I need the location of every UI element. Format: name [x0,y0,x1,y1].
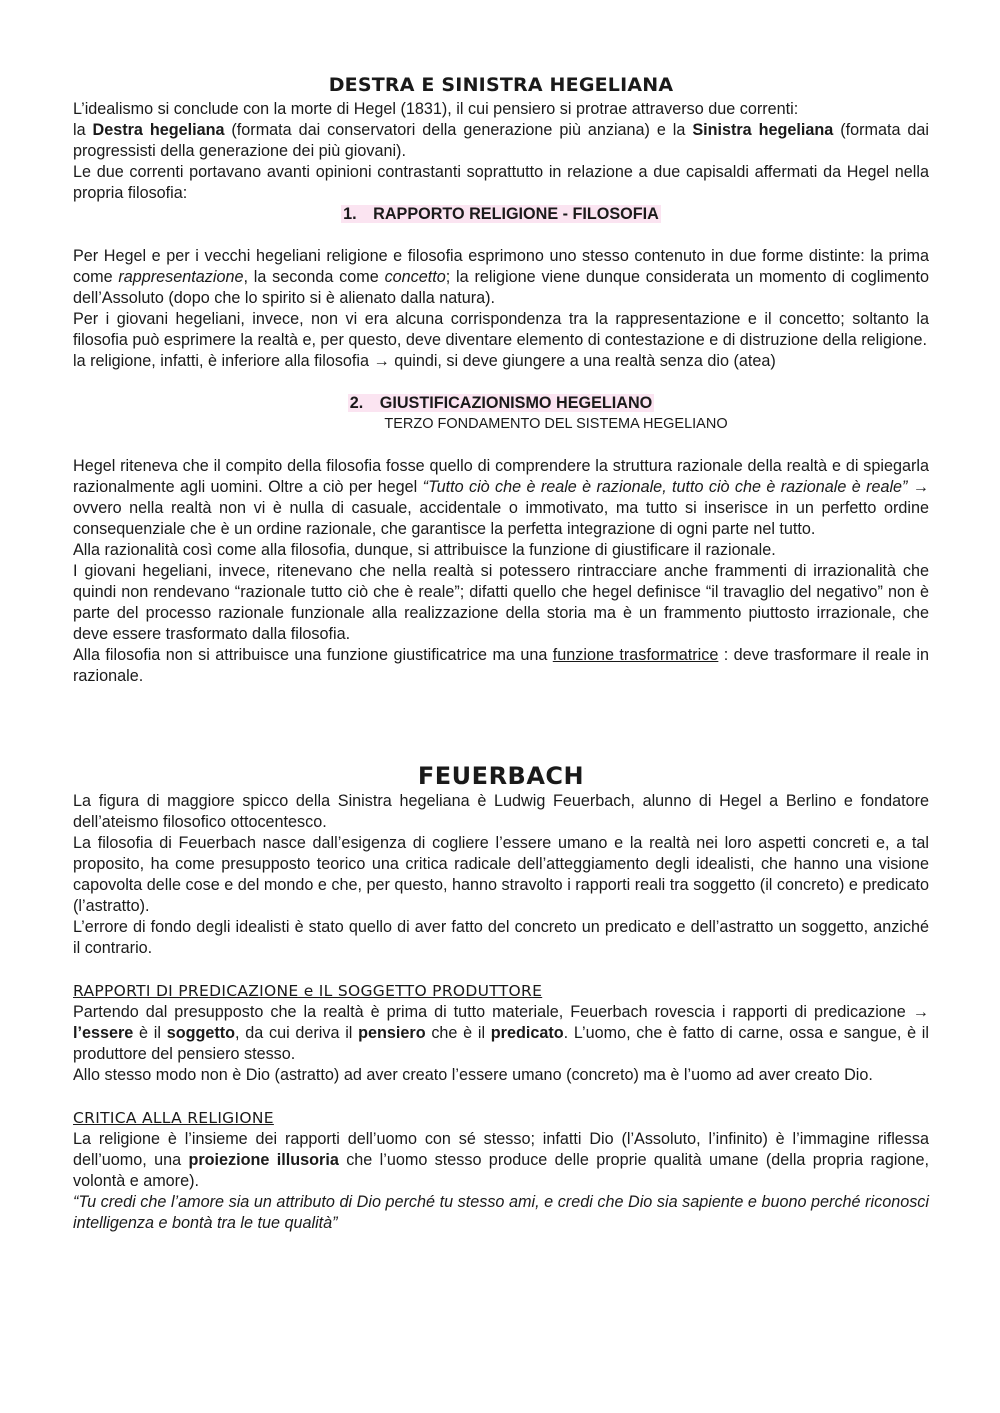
intro-paragraph-1: L’idealismo si conclude con la morte di Hegel (1831), il cui pensiero si protrae attraverso due correnti: [73,100,799,118]
feuerbach-paragraph-1: La figura di maggiore spicco della Sinistra hegeliana è Ludwig Feuerbach, alunno di Hegel a Berlino e fondatore dell’ateismo filosofico ottocentesco. [73,792,929,831]
term-destra-hegeliana: Destra hegeliana [92,121,225,139]
underlined-funzione-trasformatrice: funzione trasformatrice [552,646,719,664]
point2-paragraph-1: Hegel riteneva che il compito della filosofia fosse quello di comprendere la struttura razionale della realtà e di spiegarla razionalmente agli uomini. Oltre a ciò per hegel “Tutto ciò che è reale è razionale, tutto ciò che è razionale è reale” → ovvero nella realtà non vi è nulla di casuale, accidentale o immotivato, ma tutto si inserisce in un perfetto ordine consequenziale che è un ordine razionale, che garantisce la perfetta integrazione di ogni parte nel tutto. [73,457,929,538]
point1-paragraph-1: Per Hegel e per i vecchi hegeliani religione e filosofia esprimono uno stesso contenuto in due forme distinte: la prima come rappresentazione, la seconda come concetto; la religione viene dunque considerata un momento di coglimento dell’Assoluto (dopo che lo spirito si è alienato dalla natura). [73,247,929,307]
intro-paragraph-3: Le due correnti portavano avanti opinioni contrastanti soprattutto in relazione a due capisaldi affermati da Hegel nella propria filosofia: [73,163,929,202]
feuerbach-paragraph-3: L’errore di fondo degli idealisti è stato quello di aver fatto del concreto un predicato e dell’astratto un soggetto, anziché il contrario. [73,918,929,957]
point1-paragraph-2: Per i giovani hegeliani, invece, non vi era alcuna corrispondenza tra la rappresentazione e il concetto; soltanto la filosofia può esprimere la realtà e, per questo, deve diventare elemento di contestazione e di distruzione della religione. [73,310,929,349]
point1-paragraph-3: la religione, infatti, è inferiore alla filosofia → quindi, si deve giungere a una realtà senza dio (atea) [73,352,776,370]
heading-giustificazionismo: 2. GIUSTIFICAZIONISMO HEGELIANO [349,394,653,412]
document-page [73,72,929,1234]
heading-rapporto-religione-filosofia: 1. RAPPORTO RELIGIONE - FILOSOFIA [343,205,659,223]
intro-paragraph-2: la Destra hegeliana (formata dai conservatori della generazione più anziana) e la Sinistra hegeliana (formata dai progressisti della generazione dei più giovani). [73,121,929,160]
caption-terzo-fondamento: TERZO FONDAMENTO DEL SISTEMA HEGELIANO [384,416,728,432]
subheading-critica-religione: CRITICA ALLA RELIGIONE [73,1109,274,1127]
title-feuerbach: FEUERBACH [417,762,585,790]
term-sinistra-hegeliana: Sinistra hegeliana [692,121,834,139]
subheading-rapporti-predicazione: RAPPORTI DI PREDICAZIONE e IL SOGGETTO PRODUTTORE [73,982,543,1000]
title-destra-sinistra: DESTRA E SINISTRA HEGELIANA [328,74,674,96]
predicazione-paragraph-1: Partendo dal presupposto che la realtà è prima di tutto materiale, Feuerbach rovescia i rapporti di predicazione → l’essere è il soggetto, da cui deriva il pensiero che è il predicato. L’uomo, che è fatto di carne, ossa e sangue, è il produttore del pensiero stesso. [73,1003,929,1063]
religione-quote: “Tu credi che l’amore sia un attributo di Dio perché tu stesso ami, e credi che Dio sia sapiente e buono perché riconosci intelligenza e bontà tra le tue qualità” [73,1193,929,1232]
point2-paragraph-2: Alla razionalità così come alla filosofia, dunque, si attribuisce la funzione di giustificare il razionale. [73,541,776,559]
religione-paragraph-1: La religione è l’insieme dei rapporti dell’uomo con sé stesso; infatti Dio (l’Assoluto, l’infinito) è l’immagine riflessa dell’uomo, una proiezione illusoria che l’uomo stesso produce delle proprie qualità umane (della propria ragione, volontà e amore). [73,1130,929,1190]
point2-paragraph-4: Alla filosofia non si attribuisce una funzione giustificatrice ma una funzione trasformatrice : deve trasformare il reale in razionale. [73,646,929,685]
predicazione-paragraph-2: Allo stesso modo non è Dio (astratto) ad aver creato l’essere umano (concreto) ma è l’uomo ad aver creato Dio. [73,1066,873,1084]
feuerbach-paragraph-2: La filosofia di Feuerbach nasce dall’esigenza di cogliere l’essere umano e la realtà nei loro aspetti concreti e, a tal proposito, ha come presupposto teorico una critica radicale dell’atteggiamento degli idealisti, che hanno una visione capovolta delle cose e del mondo e che, per questo, hanno stravolto i rapporti reali tra soggetto (il concreto) e predicato (l’astratto). [73,834,929,915]
point2-paragraph-3: I giovani hegeliani, invece, ritenevano che nella realtà si potessero rintracciare anche frammenti di irrazionalità che quindi non rendevano “razionale tutto ciò che è reale”; difatti quello che hegel definisce “il travaglio del negativo” non è parte del processo razionale funzionale alla realizzazione della storia ma è un frammento piuttosto irrazionale, che deve essere trasformato dalla filosofia. [73,562,929,643]
